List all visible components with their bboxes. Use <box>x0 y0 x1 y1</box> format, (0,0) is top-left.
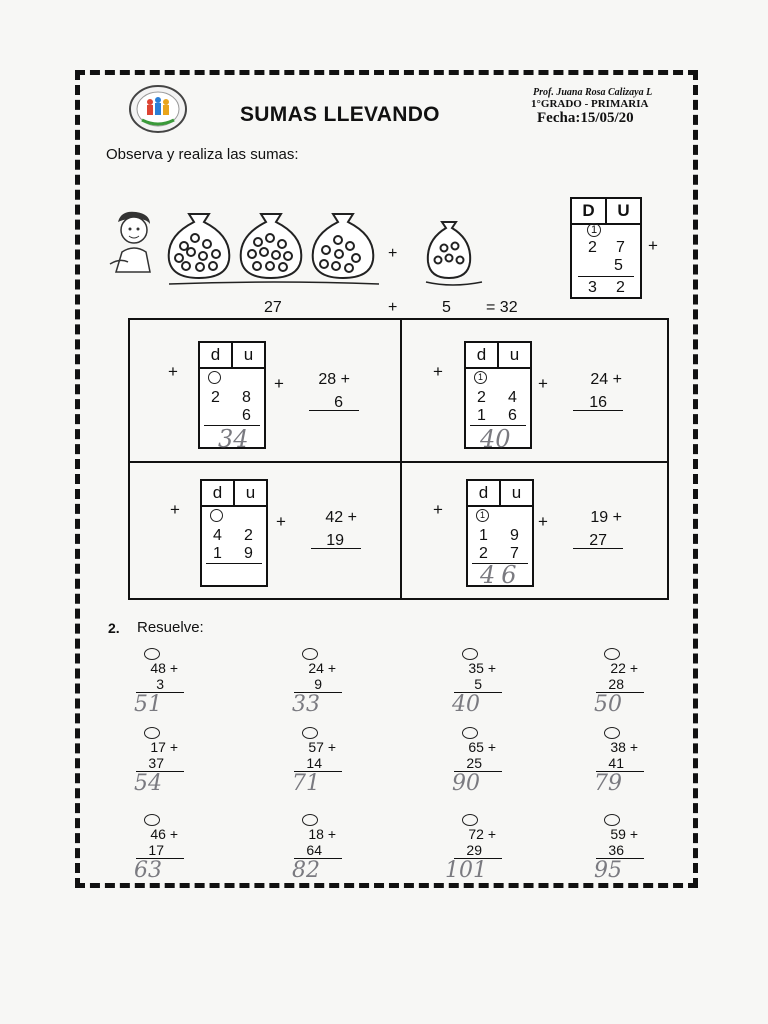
exercise-1-du-box <box>198 341 266 453</box>
addition-problem <box>118 727 188 797</box>
carry-circle <box>604 648 620 660</box>
du-header-d: d <box>200 343 233 367</box>
problem-operand-1: 59 + <box>610 826 638 842</box>
date-label: Fecha:15/05/20 <box>537 110 634 126</box>
du-header-d: d <box>202 481 235 505</box>
du-header-u: u <box>245 483 256 502</box>
problem-operand-1: 17 + <box>150 739 178 755</box>
exercise-2-top-units: 4 <box>508 389 517 406</box>
grade-label: 1°GRADO - PRIMARIA <box>531 98 649 110</box>
problem-answer: 50 <box>594 692 622 717</box>
exercise-4-operand-2: 27 <box>589 532 607 549</box>
problem-operand-2: 36 <box>608 842 624 858</box>
problem-answer: 101 <box>445 858 487 883</box>
page-title: SUMAS LLEVANDO <box>240 103 440 126</box>
carry-circle <box>604 814 620 826</box>
exercise-1-plus: + <box>168 362 178 381</box>
exercise-2-plus-2: + <box>538 374 548 393</box>
addition-problem <box>436 648 506 718</box>
problem-operand-2: 28 <box>608 676 624 692</box>
example-plus-sign: + <box>388 245 398 262</box>
addition-problem <box>276 727 346 797</box>
example-top-tens: 2 <box>588 239 597 256</box>
exercise-4-top-tens: 1 <box>479 527 488 544</box>
problem-operand-1: 65 + <box>468 739 496 755</box>
carry-circle: 1 <box>587 223 601 237</box>
exercise-3-operand-1: 42 + <box>325 509 357 526</box>
du-header-d: d <box>468 481 501 505</box>
problem-operand-2: 41 <box>608 755 624 771</box>
addition-problem <box>276 648 346 718</box>
teacher-name: Prof. Juana Rosa Calizaya L <box>533 87 653 98</box>
du-header-u: u <box>511 483 522 502</box>
example-equals: = 32 <box>486 299 518 316</box>
addition-problem <box>436 814 506 884</box>
section-number: 2. <box>108 620 120 636</box>
exercise-4-bottom-units: 7 <box>510 545 519 562</box>
problem-operand-1: 48 + <box>150 660 178 676</box>
exercise-2-plus: + <box>433 362 443 381</box>
sum-line <box>311 548 361 549</box>
exercise-3-du-box <box>200 479 268 587</box>
exercise-4-answer: 46 <box>480 561 523 589</box>
problem-operand-1: 46 + <box>150 826 178 842</box>
carry-circle <box>144 648 160 660</box>
problem-operand-2: 37 <box>148 755 164 771</box>
carry-circle <box>462 727 478 739</box>
exercise-4-top-units: 9 <box>510 527 519 544</box>
problem-operand-2: 14 <box>306 755 322 771</box>
problem-operand-1: 57 + <box>308 739 336 755</box>
problem-operand-2: 3 <box>156 676 164 692</box>
carry-circle: 1 <box>474 371 487 384</box>
boy-illustration <box>106 208 156 274</box>
problem-operand-2: 29 <box>466 842 482 858</box>
problem-operand-2: 25 <box>466 755 482 771</box>
exercise-2-top-tens: 2 <box>477 389 486 406</box>
carry-circle <box>144 727 160 739</box>
carry-circle <box>302 814 318 826</box>
example-du-box <box>570 197 642 299</box>
carry-circle <box>302 727 318 739</box>
exercise-1-bottom-units: 6 <box>242 407 251 424</box>
money-bag-icon <box>169 214 230 278</box>
exercise-1-top-tens: 2 <box>211 389 220 406</box>
problem-answer: 79 <box>594 771 622 796</box>
exercise-2-bottom-units: 6 <box>508 407 517 424</box>
exercise-1-answer: 34 <box>218 425 249 453</box>
problem-answer: 90 <box>452 771 480 796</box>
carry-circle <box>210 509 223 522</box>
exercise-1-plus-2: + <box>274 374 284 393</box>
exercise-2-operand-2: 16 <box>589 394 607 411</box>
exercise-1-top-units: 8 <box>242 389 251 406</box>
problem-operand-1: 24 + <box>308 660 336 676</box>
exercise-4-plus: + <box>433 500 443 519</box>
sum-line <box>573 410 623 411</box>
example-bottom-units: 5 <box>614 257 623 274</box>
problem-answer: 71 <box>292 771 320 796</box>
example-result-tens: 3 <box>588 279 597 296</box>
sum-line <box>206 563 262 564</box>
example-box-plus: + <box>648 236 658 255</box>
exercise-4-operand-1: 19 + <box>590 509 622 526</box>
exercise-1-operand-1: 28 + <box>318 371 350 388</box>
carry-circle <box>302 648 318 660</box>
problem-answer: 63 <box>134 858 162 883</box>
exercise-4-du-box <box>466 479 534 587</box>
exercise-3-operand-2: 19 <box>326 532 344 549</box>
carry-circle <box>144 814 160 826</box>
exercise-3-plus-2: + <box>276 512 286 531</box>
exercise-2-operand-1: 24 + <box>590 371 622 388</box>
example-top-units: 7 <box>616 239 625 256</box>
carry-circle <box>462 648 478 660</box>
section-title: Resuelve: <box>137 619 204 636</box>
exercise-3-top-tens: 4 <box>213 527 222 544</box>
example-left-total: 27 <box>264 299 282 316</box>
problem-operand-1: 38 + <box>610 739 638 755</box>
du-header-u: u <box>509 345 520 364</box>
instruction-text: Observa y realiza las sumas: <box>106 146 299 163</box>
problem-operand-2: 9 <box>314 676 322 692</box>
addition-problem <box>436 727 506 797</box>
problem-operand-1: 35 + <box>468 660 496 676</box>
problem-answer: 40 <box>452 692 480 717</box>
exercise-4-bottom-tens: 2 <box>479 545 488 562</box>
sum-line <box>309 410 359 411</box>
money-bags-illustration <box>164 200 484 290</box>
problem-answer: 82 <box>292 858 320 883</box>
du-header-u: u <box>243 345 254 364</box>
addition-problem <box>578 814 648 884</box>
example-result-units: 2 <box>616 279 625 296</box>
addition-problem <box>276 814 346 884</box>
exercise-2-du-box <box>464 341 532 453</box>
exercise-3-plus: + <box>170 500 180 519</box>
exercise-2-answer: 40 <box>480 425 511 453</box>
carry-circle: 1 <box>476 509 489 522</box>
problem-operand-1: 72 + <box>468 826 496 842</box>
problem-operand-2: 17 <box>148 842 164 858</box>
problem-answer: 54 <box>134 771 162 796</box>
sum-line <box>573 548 623 549</box>
addition-problem <box>578 648 648 718</box>
du-header-u: U <box>617 201 630 220</box>
carry-circle <box>208 371 221 384</box>
carry-circle <box>462 814 478 826</box>
addition-problem <box>578 727 648 797</box>
exercise-4-plus-2: + <box>538 512 548 531</box>
exercise-1-operand-2: 6 <box>334 394 343 411</box>
addition-problem <box>118 648 188 718</box>
problem-answer: 51 <box>134 692 162 717</box>
example-sum-line <box>578 276 634 277</box>
example-right-total: 5 <box>442 299 451 316</box>
exercise-2-bottom-tens: 1 <box>477 407 486 424</box>
problem-operand-1: 18 + <box>308 826 336 842</box>
carry-circle <box>604 727 620 739</box>
du-header-d: D <box>572 199 607 223</box>
example-plus-sign-2: + <box>388 299 398 316</box>
addition-problem <box>118 814 188 884</box>
exercise-3-top-units: 2 <box>244 527 253 544</box>
exercise-3-bottom-units: 9 <box>244 545 253 562</box>
problem-operand-2: 5 <box>474 676 482 692</box>
du-header-d: d <box>466 343 499 367</box>
problem-answer: 33 <box>292 692 320 717</box>
problem-answer: 95 <box>594 858 622 883</box>
problem-operand-1: 22 + <box>610 660 638 676</box>
school-logo <box>128 84 188 134</box>
problem-operand-2: 64 <box>306 842 322 858</box>
exercise-3-bottom-tens: 1 <box>213 545 222 562</box>
